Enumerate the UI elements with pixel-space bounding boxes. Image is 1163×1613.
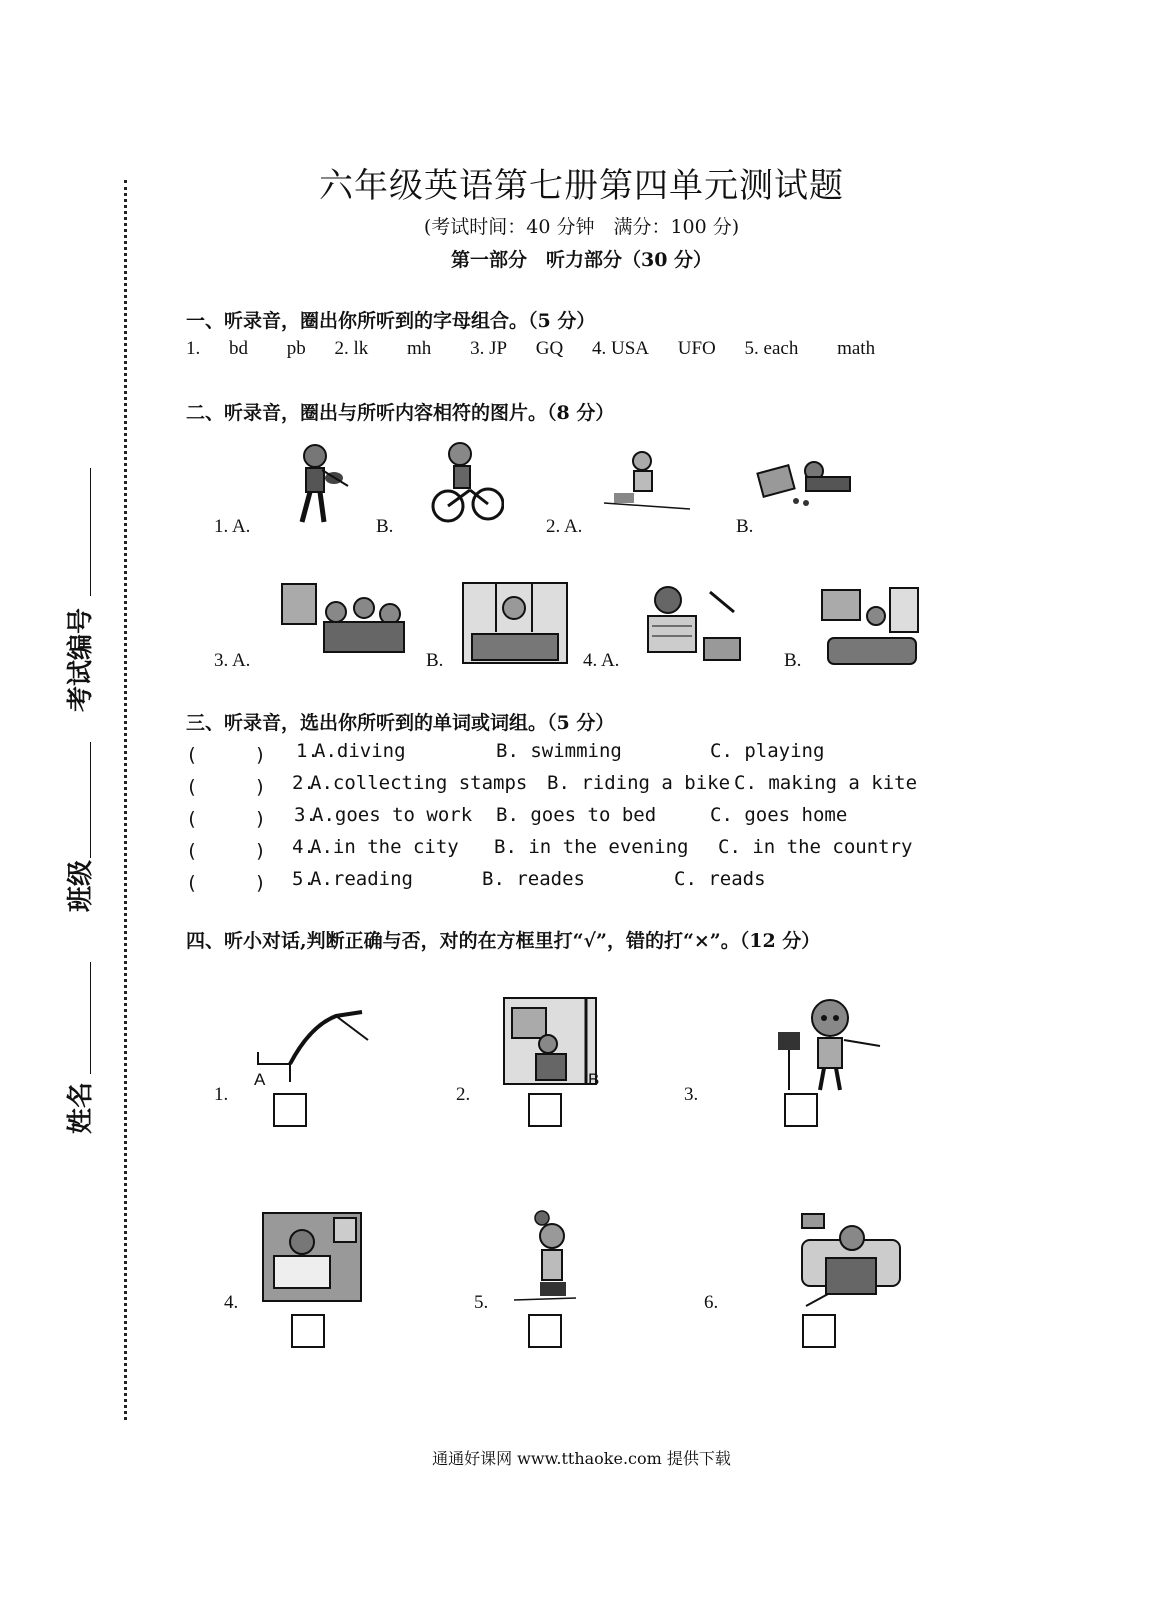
diving-picture xyxy=(250,1006,374,1088)
s2-label: 3. A. xyxy=(214,650,251,671)
s3-num: 3. xyxy=(294,804,317,826)
s1-item: 2. lk xyxy=(334,338,369,359)
s3-option-c: C. playing xyxy=(710,740,825,762)
s1-item: pb xyxy=(286,338,306,359)
answer-box-4[interactable] xyxy=(291,1314,325,1348)
s1-item: 5. each xyxy=(744,338,799,359)
s3-num: 5. xyxy=(292,868,315,890)
exam-no-label: 考试编号 xyxy=(66,607,96,712)
s3-option-b: B. in the evening xyxy=(494,836,689,858)
page-title: 六年级英语第七册第四单元测试题 xyxy=(319,166,844,206)
name-line xyxy=(90,962,91,1074)
s3-option-a: A.diving xyxy=(314,740,406,762)
boy-reading-newspaper-picture[interactable] xyxy=(640,582,744,664)
s1-item: math xyxy=(837,338,876,359)
s3-option-a: A.goes to work xyxy=(312,804,473,826)
boy-watching-tv-picture xyxy=(798,1210,904,1308)
s4-label: 5. xyxy=(474,1292,489,1313)
s3-option-b: B. reades xyxy=(482,868,585,890)
man-reading-newspaper-picture xyxy=(262,1212,362,1302)
s2-label: 1. A. xyxy=(214,516,251,537)
binding-dotted-line xyxy=(124,180,127,1420)
s3-option-a: A.in the city xyxy=(310,836,459,858)
s2-label: B. xyxy=(376,516,394,537)
s1-item: bd xyxy=(229,338,248,359)
s3-option-b: B. goes to bed xyxy=(496,804,657,826)
s1-item: 3. JP xyxy=(470,338,508,359)
s1-item: 4. USA xyxy=(591,338,649,359)
answer-box-5[interactable] xyxy=(528,1314,562,1348)
boy-riding-bike-picture[interactable] xyxy=(430,440,504,526)
exam-no-line xyxy=(90,468,91,596)
boy-violin-picture xyxy=(774,996,884,1092)
s3-num: 1. xyxy=(296,740,319,762)
section1-items xyxy=(186,338,899,360)
exam-info: (考试时间：40 分钟 满分：100 分) xyxy=(423,216,740,238)
section2-heading: 二、听录音，圈出与所听内容相符的图片。（8 分） xyxy=(186,402,615,424)
girl-making-kite-picture[interactable] xyxy=(604,445,690,515)
s2-label: B. xyxy=(784,650,802,671)
answer-box-1[interactable] xyxy=(273,1093,307,1127)
pic-letter-a: A xyxy=(254,1070,266,1089)
s3-option-a: A.collecting stamps xyxy=(310,772,528,794)
footer-source: 通通好课网 www.tthaoke.com 提供下载 xyxy=(432,1449,731,1468)
s3-option-c: C. reads xyxy=(674,868,766,890)
s4-label: 1. xyxy=(214,1084,229,1105)
classroom-reading-picture[interactable] xyxy=(462,582,568,664)
s3-paren[interactable]: ( ) xyxy=(186,776,266,798)
s1-item: mh xyxy=(407,338,432,359)
part-heading: 第一部分 听力部分（30 分） xyxy=(450,249,713,271)
s3-option-b: B. swimming xyxy=(496,740,622,762)
boy-playing-violin-picture[interactable] xyxy=(282,440,352,525)
s3-num: 2. xyxy=(292,772,315,794)
s1-item: 1. xyxy=(186,338,201,359)
s3-option-c: C. in the country xyxy=(718,836,913,858)
s1-item: UFO xyxy=(677,338,716,359)
s2-label: 4. A. xyxy=(583,650,620,671)
s3-option-b: B. riding a bike xyxy=(547,772,731,794)
section3-heading: 三、听录音，选出你所听到的单词或词组。（5 分） xyxy=(186,712,615,734)
name-label: 姓名 xyxy=(66,1081,96,1134)
answer-box-2[interactable] xyxy=(528,1093,562,1127)
s2-label: B. xyxy=(736,516,754,537)
answer-box-6[interactable] xyxy=(802,1314,836,1348)
painting-class-picture[interactable] xyxy=(280,582,410,664)
s3-paren[interactable]: ( ) xyxy=(186,872,266,894)
s3-option-c: C. making a kite xyxy=(734,772,918,794)
s1-item: GQ xyxy=(535,338,564,359)
s2-label: B. xyxy=(426,650,444,671)
boy-going-home-picture xyxy=(512,1210,578,1308)
class-line xyxy=(90,742,91,858)
s2-label: 2. A. xyxy=(546,516,583,537)
boy-collecting-stamps-picture[interactable] xyxy=(756,455,856,511)
bus-passengers-picture xyxy=(502,992,598,1088)
section1-heading: 一、听录音，圈出你所听到的字母组合。（5 分） xyxy=(186,310,596,332)
s3-paren[interactable]: ( ) xyxy=(186,840,266,862)
s3-option-c: C. goes home xyxy=(710,804,848,826)
s3-num: 4. xyxy=(292,836,315,858)
answer-box-3[interactable] xyxy=(784,1093,818,1127)
s4-label: 2. xyxy=(456,1084,471,1105)
s4-label: 4. xyxy=(224,1292,239,1313)
s3-option-a: A.reading xyxy=(310,868,413,890)
class-label: 班级 xyxy=(66,859,96,912)
s4-label: 6. xyxy=(704,1292,719,1313)
section4-heading: 四、听小对话,判断正确与否，对的在方框里打“√”，错的打“×”。（12 分） xyxy=(186,930,821,952)
s4-label: 3. xyxy=(684,1084,699,1105)
s3-paren[interactable]: ( ) xyxy=(186,808,266,830)
living-room-tv-picture[interactable] xyxy=(818,586,922,666)
s3-paren[interactable]: ( ) xyxy=(186,744,266,766)
pic-letter-b: B xyxy=(588,1070,600,1089)
